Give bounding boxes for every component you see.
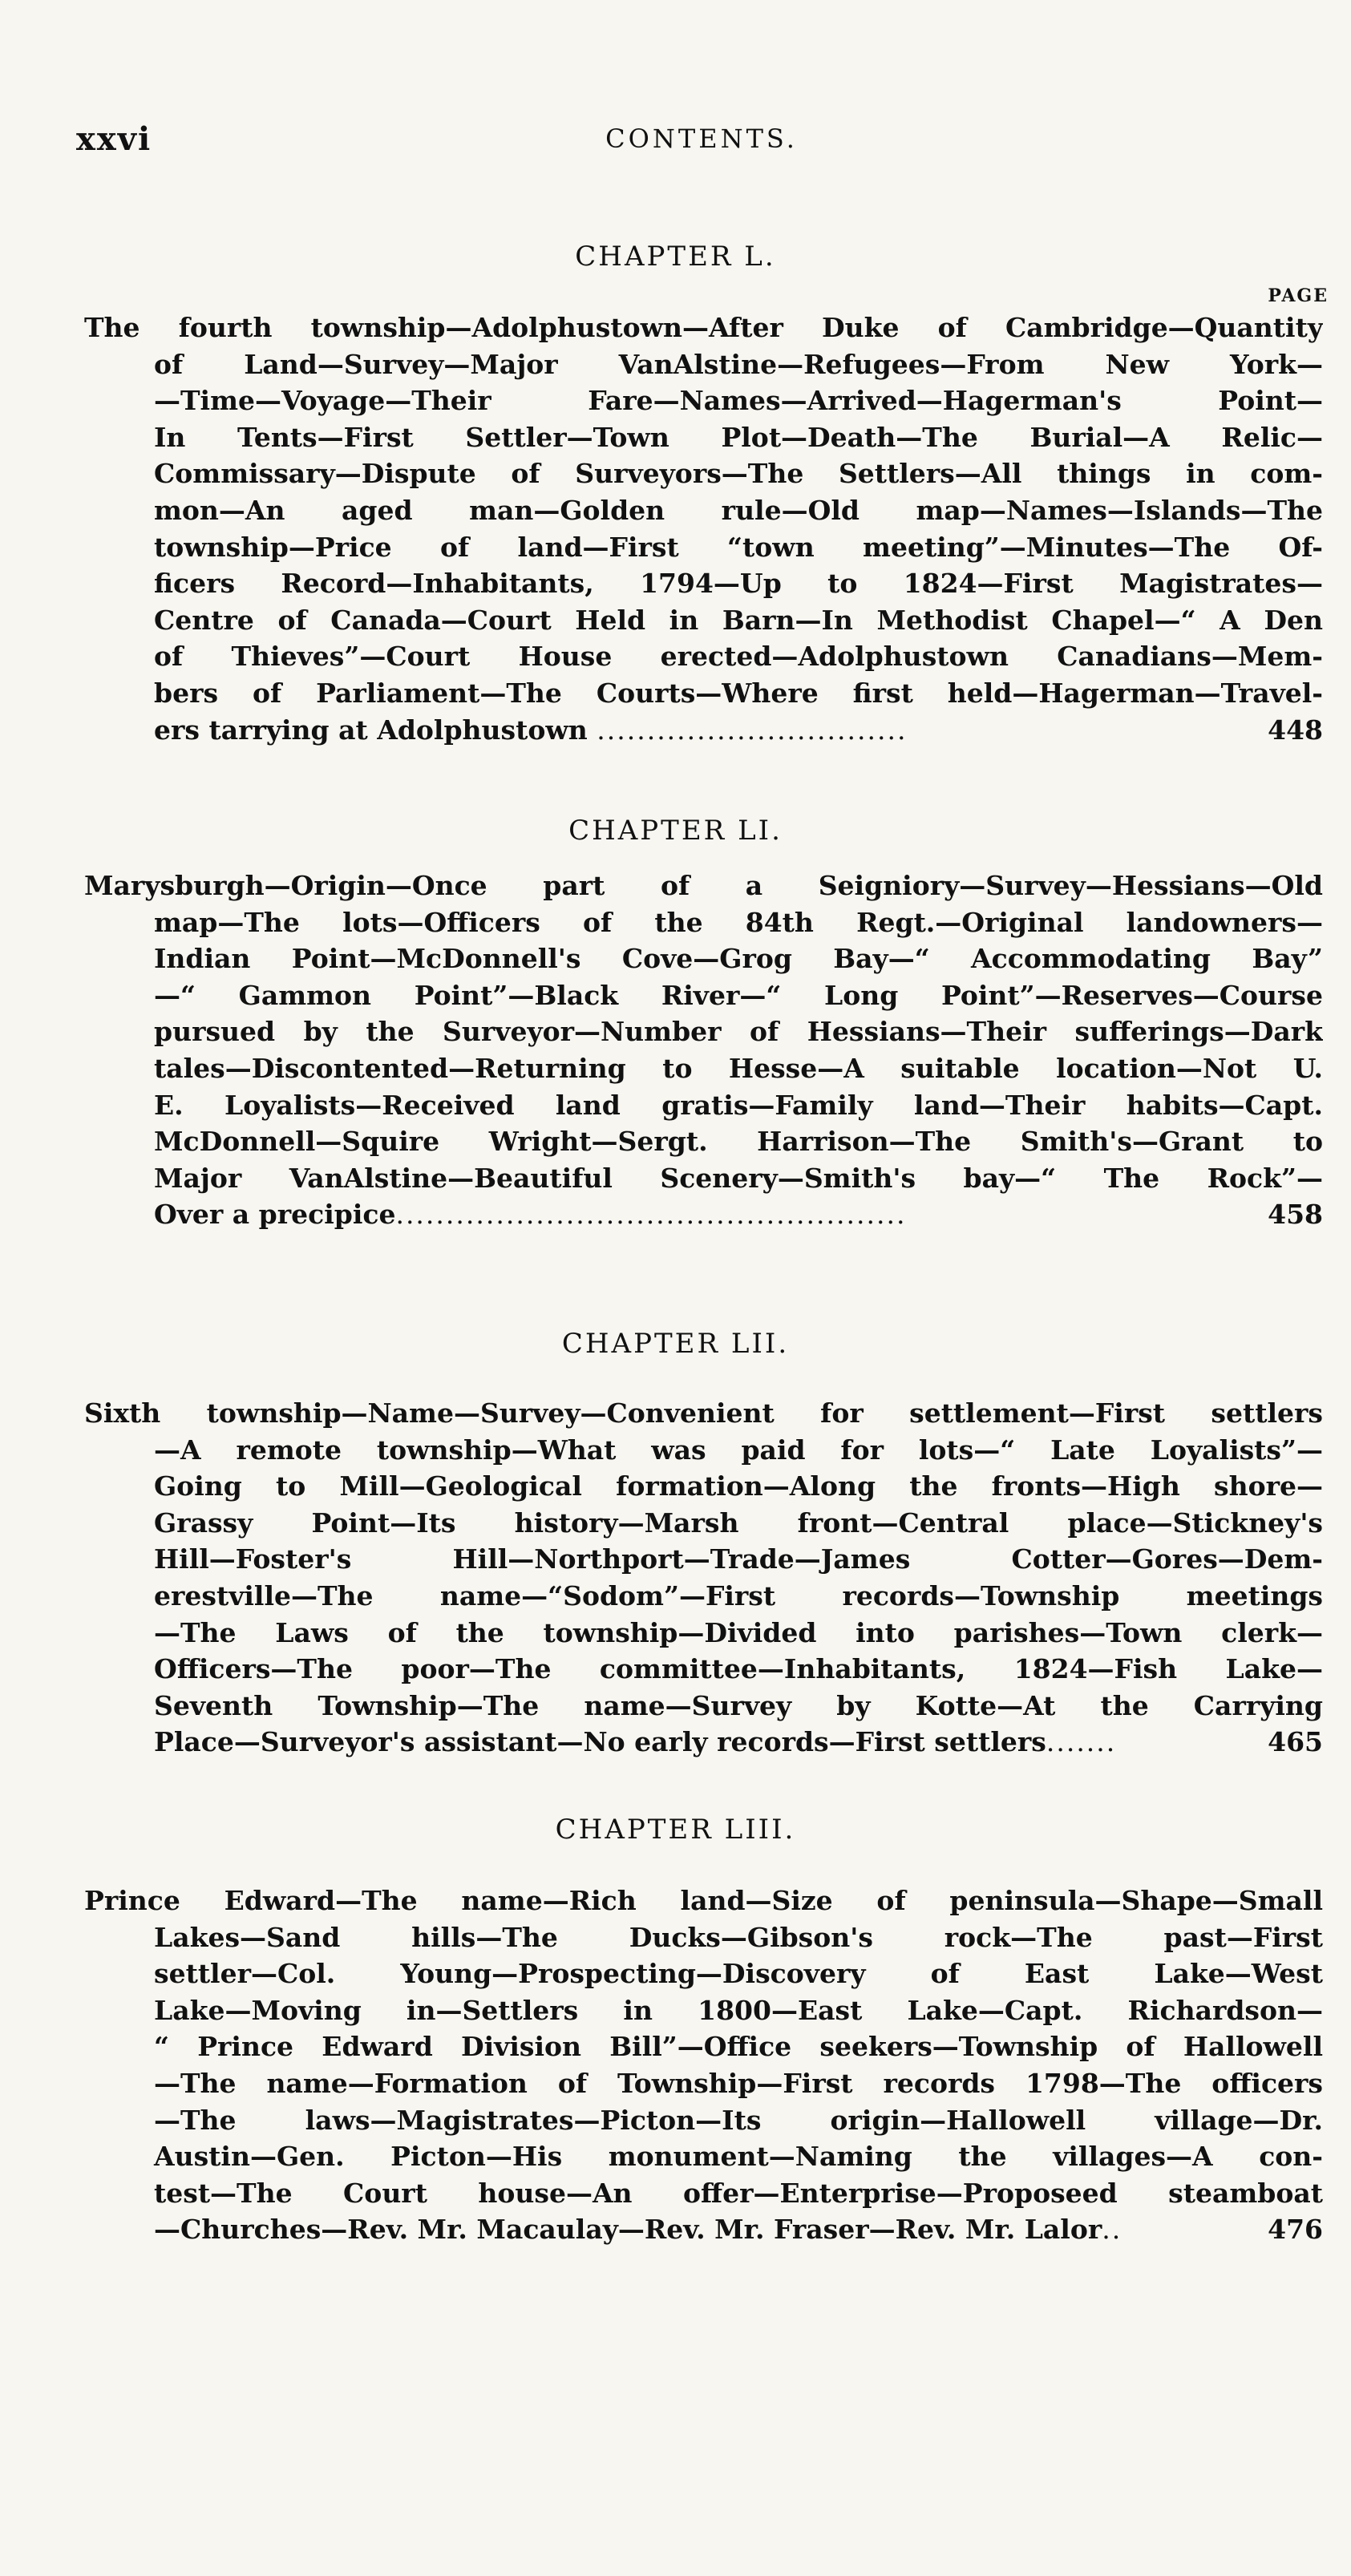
page-reference: 465 — [1268, 1726, 1323, 1758]
chapter-entry — [84, 1395, 1323, 1761]
entry-line: Major VanAlstine—Beautiful Scenery—Smith's bay—“ The Rock”— — [154, 1162, 1323, 1194]
entry-line: Sixth township—Name—Survey—Convenient for settlement—First settlers — [84, 1397, 1323, 1429]
entry-line: —“ Gammon Point”—Black River—“ Long Point”—Reserves—Course — [154, 979, 1323, 1011]
entry-line: McDonnell—Squire Wright—Sergt. Harrison—The Smith's—Grant to — [154, 1126, 1323, 1158]
page-reference: 448 — [1268, 714, 1323, 746]
chapter-entry — [84, 867, 1323, 1233]
entry-line: bers of Parliament—The Courts—Where first held—Hagerman—Travel- — [154, 677, 1323, 709]
page-number: xxvi — [76, 120, 152, 158]
entry-line-text: ers tarrying at Adolphustown — [154, 714, 588, 746]
entry-line: Hill—Foster's Hill—Northport—Trade—James Cotter—Gores—Dem- — [154, 1543, 1323, 1575]
page-reference: 458 — [1268, 1199, 1323, 1231]
chapter-entry — [84, 309, 1323, 748]
entry-line: Marysburgh—Origin—Once part of a Seigniory—Survey—Hessians—Old — [84, 870, 1323, 901]
chapter-heading: CHAPTER LII. — [561, 1328, 790, 1360]
entry-line: Centre of Canada—Court Held in Barn—In Methodist Chapel—“ A Den — [154, 604, 1323, 636]
entry-line: township—Price of land—First “town meeting”—Minutes—The Of- — [154, 531, 1323, 563]
entry-line — [84, 712, 1323, 749]
entry-line: Going to Mill—Geological formation—Along the fronts—High shore— — [154, 1470, 1323, 1502]
entry-line: —The name—Formation of Township—First records 1798—The officers — [154, 2067, 1323, 2099]
entry-line: settler—Col. Young—Prospecting—Discovery of East Lake—West — [154, 1958, 1323, 1990]
entry-line — [84, 1196, 1323, 1233]
entry-line: —The laws—Magistrates—Picton—Its origin—Hallowell village—Dr. — [154, 2104, 1323, 2136]
dot-leader: ............................... — [597, 714, 908, 746]
entry-line — [84, 2211, 1323, 2248]
page-reference: 476 — [1268, 2214, 1323, 2246]
entry-line: tales—Discontented—Returning to Hesse—A suitable location—Not U. — [154, 1052, 1323, 1084]
entry-line: erestville—The name—“Sodom”—First records—Township meetings — [154, 1579, 1323, 1612]
dot-leader: ................................................... — [395, 1199, 907, 1231]
entry-line: Officers—The poor—The committee—Inhabitants, 1824—Fish Lake— — [154, 1653, 1323, 1685]
entry-line: of Thieves”—Court House erected—Adolphustown Canadians—Mem- — [154, 641, 1323, 673]
running-head — [76, 120, 1327, 168]
entry-line: Grassy Point—Its history—Marsh front—Central place—Stickney's — [154, 1506, 1323, 1539]
entry-line: Lakes—Sand hills—The Ducks—Gibson's rock—The past—First — [154, 1921, 1323, 1953]
chapter-entry — [84, 1882, 1323, 2248]
entry-line: Commissary—Dispute of Surveyors—The Settlers—All things in com- — [154, 458, 1323, 490]
entry-line: —Time—Voyage—Their Fare—Names—Arrived—Hagerman's Point— — [154, 385, 1323, 417]
entry-line: E. Loyalists—Received land gratis—Family land—Their habits—Capt. — [154, 1089, 1323, 1121]
entry-line: Indian Point—McDonnell's Cove—Grog Bay—“ Accommodating Bay” — [154, 943, 1323, 975]
entry-line-text: Place—Surveyor's assistant—No early records—First settlers — [154, 1726, 1046, 1758]
entry-line: The fourth township—Adolphustown—After Duke of Cambridge—Quantity — [84, 312, 1323, 343]
entry-line-text: —Churches—Rev. Mr. Macaulay—Rev. Mr. Fraser—Rev. Mr. Lalor — [154, 2214, 1102, 2246]
entry-line: of Land—Survey—Major VanAlstine—Refugees—From New York— — [154, 348, 1323, 380]
entry-line: ficers Record—Inhabitants, 1794—Up to 1824—First Magistrates— — [154, 568, 1323, 600]
chapter-heading: CHAPTER L. — [575, 241, 776, 273]
chapter-heading: CHAPTER LIII. — [555, 1814, 796, 1846]
entry-line: —The Laws of the township—Divided into parishes—Town clerk— — [154, 1616, 1323, 1648]
chapter-heading: CHAPTER LI. — [568, 815, 783, 847]
entry-line: test—The Court house—An offer—Enterprise—Proposeed steamboat — [154, 2177, 1323, 2209]
entry-line — [84, 1724, 1323, 1761]
entry-line: —A remote township—What was paid for lots—“ Late Loyalists”— — [154, 1434, 1323, 1466]
entry-line: In Tents—First Settler—Town Plot—Death—The Burial—A Relic— — [154, 421, 1323, 453]
entry-line-text: Over a precipice — [154, 1199, 396, 1231]
entry-line: map—The lots—Officers of the 84th Regt.—Original landowners— — [154, 906, 1323, 938]
entry-line: pursued by the Surveyor—Number of Hessians—Their sufferings—Dark — [154, 1016, 1323, 1048]
dot-leader: .. — [1102, 2214, 1122, 2246]
entry-line: “ Prince Edward Division Bill”—Office seekers—Township of Hallowell — [154, 2031, 1323, 2063]
entry-line: Seventh Township—The name—Survey by Kotte—At the Carrying — [154, 1689, 1323, 1721]
entry-line: mon—An aged man—Golden rule—Old map—Names—Islands—The — [154, 494, 1323, 526]
entry-line: Lake—Moving in—Settlers in 1800—East Lake—Capt. Richardson— — [154, 1994, 1323, 2026]
dot-leader: ....... — [1046, 1726, 1117, 1758]
page-column-label: PAGE — [1268, 285, 1329, 306]
entry-line: Austin—Gen. Picton—His monument—Naming the villages—A con- — [154, 2141, 1323, 2173]
entry-line: Prince Edward—The name—Rich land—Size of peninsula—Shape—Small — [84, 1885, 1323, 1916]
running-title: CONTENTS. — [605, 123, 798, 154]
